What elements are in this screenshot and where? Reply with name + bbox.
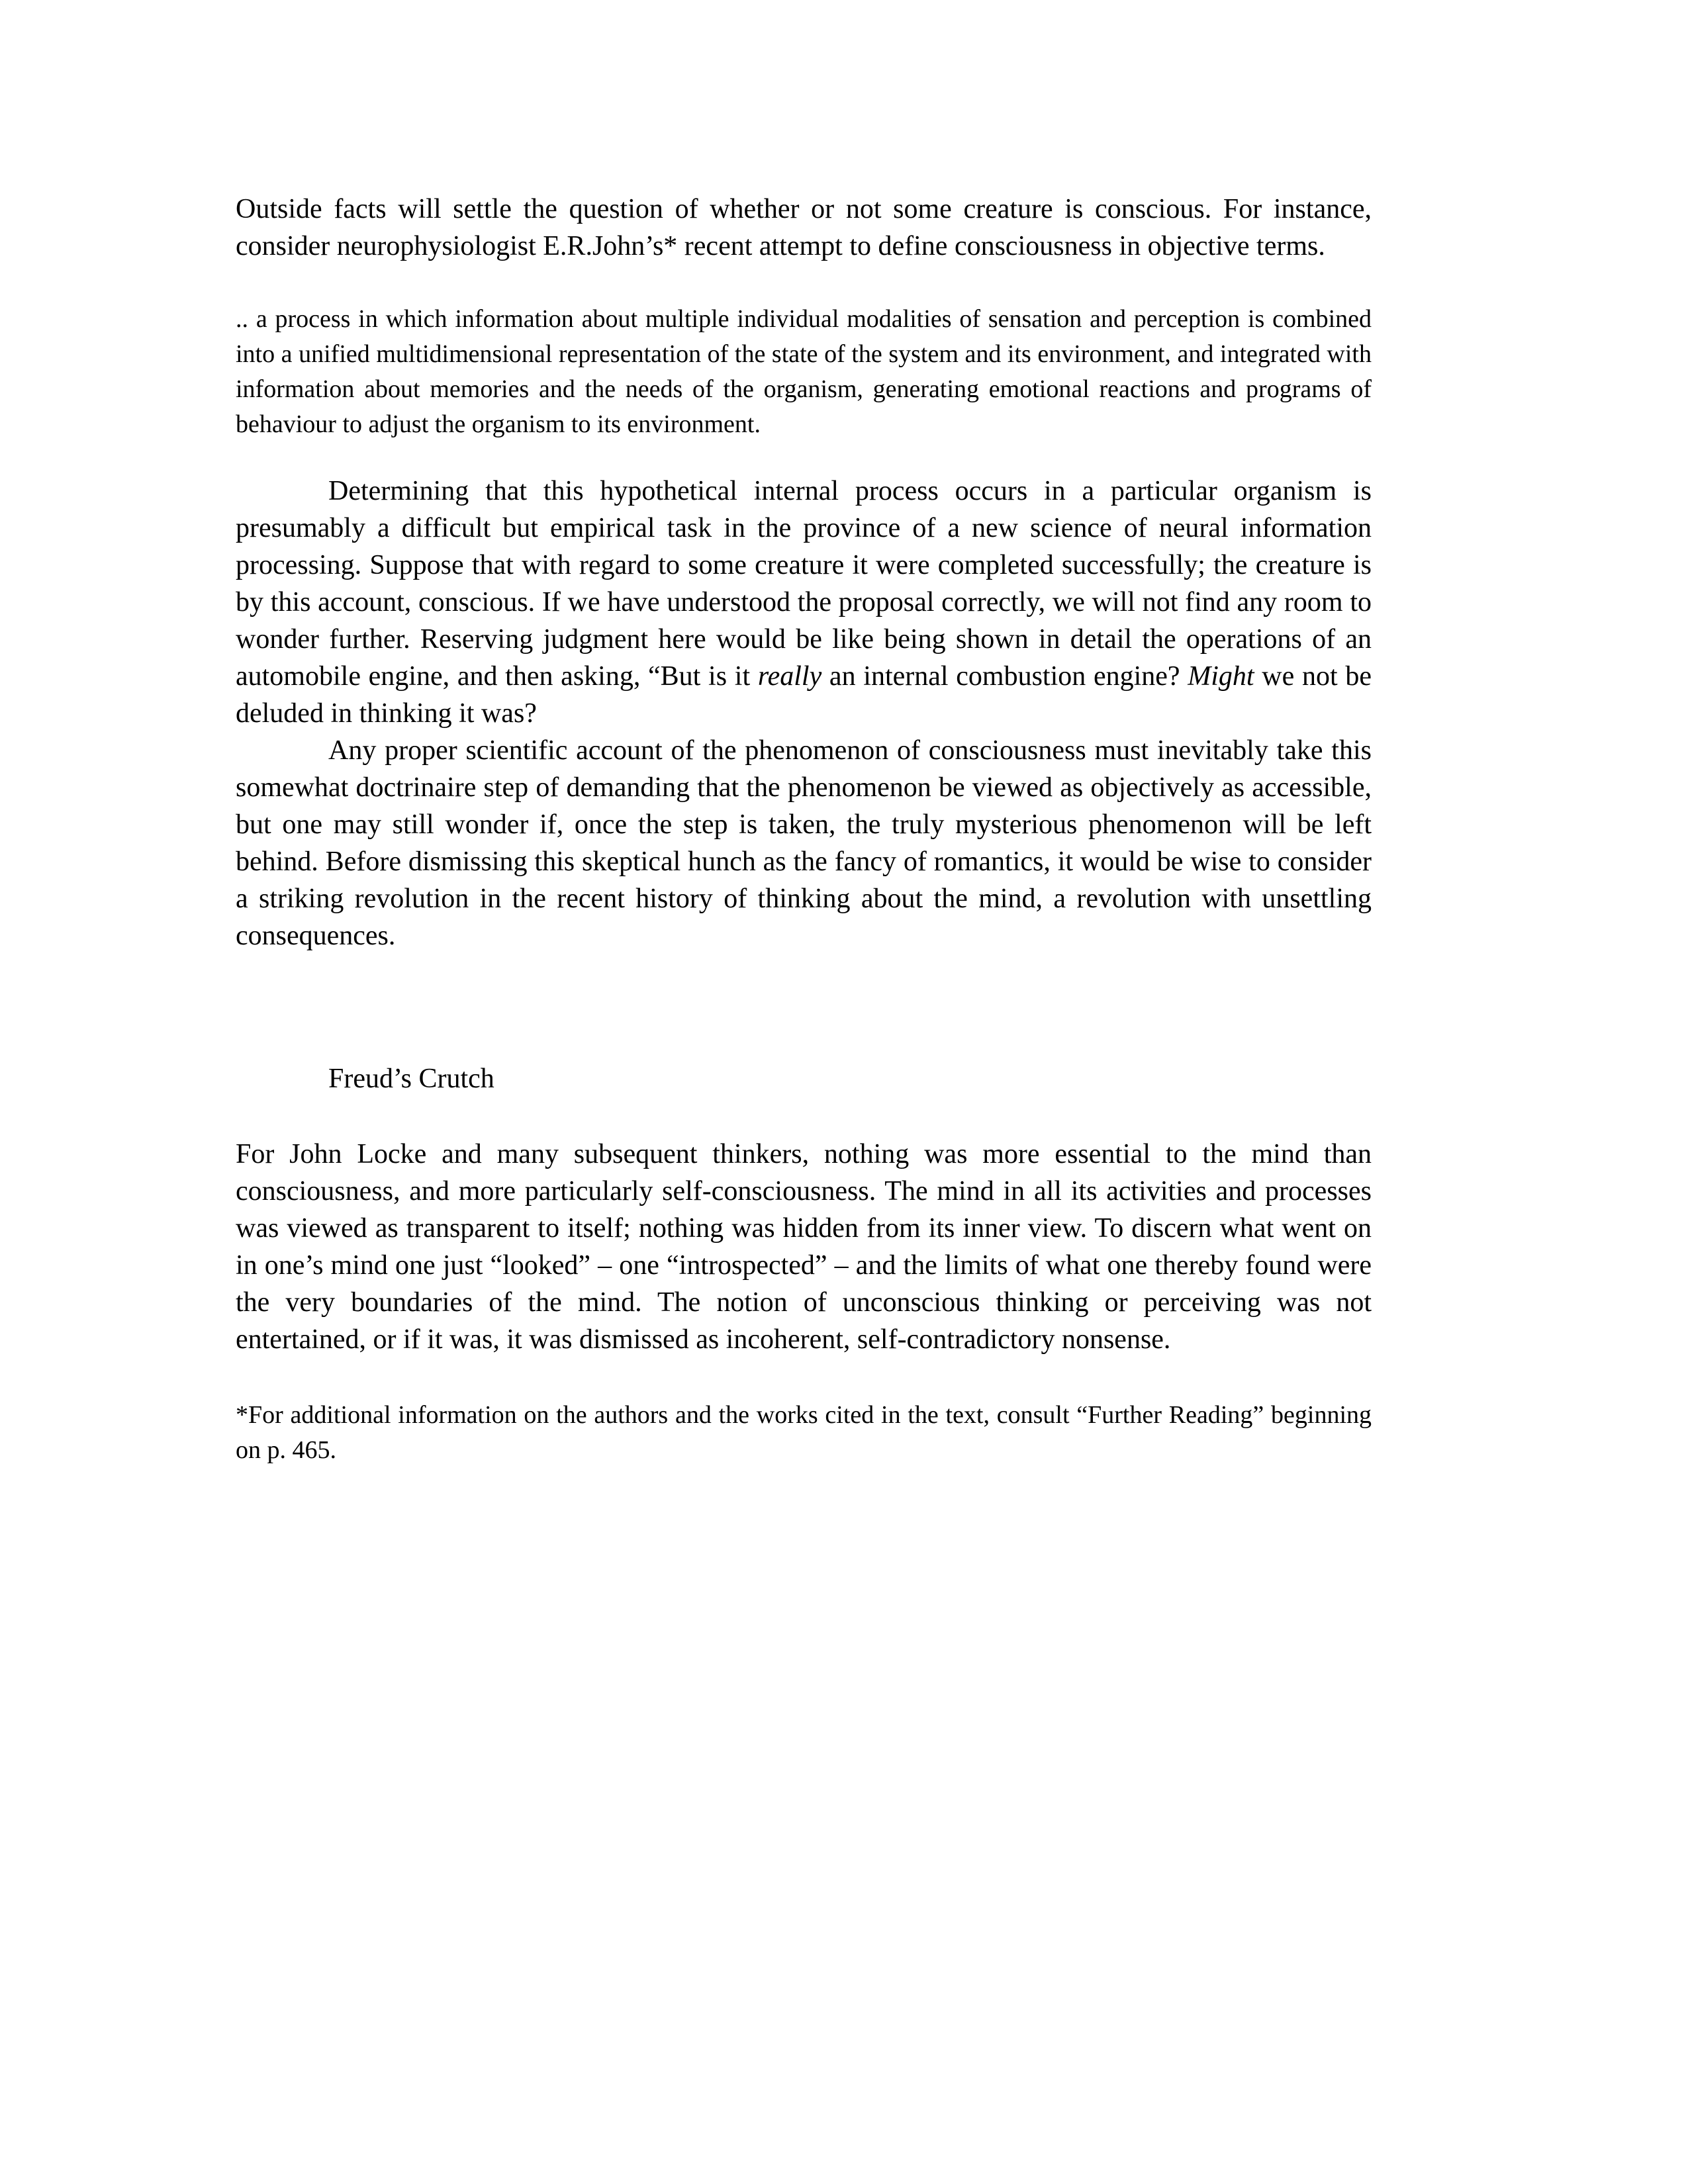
text-block [236, 191, 1372, 1468]
paragraph-text-3: we not be deluded in thinking it was? [236, 661, 1372, 729]
block-quote: .. a process in which information about multiple individual modalities of sensation and perception is combined into a unified multidimensional representation of the state of the system and its environment, and integrated with information about memories and the needs of the organism, generating emotional reactions and programs of behaviour to adjust the organism to its environment. [236, 305, 1372, 438]
section-heading: Freud’s Crutch [328, 1064, 494, 1094]
italic-word-might: Might [1188, 661, 1254, 692]
italic-word-really: really [757, 661, 822, 692]
paragraph-locke: For John Locke and many subsequent thinkers, nothing was more essential to the mind than consciousness, and more particularly self-consciousness. The mind in all its activities and processes was viewed as transparent to itself; nothing was hidden from its inner view. To discern what went on in one’s mind one just “looked” – one “introspected” – and the limits of what one thereby found were the very boundaries of the mind. The notion of unconscious thinking or perceiving was not entertained, or if it was, it was dismissed as incoherent, self-contradictory nonsense. [236, 1139, 1372, 1355]
footnote: *For additional information on the authors and the works cited in the text, consult “Further Reading” beginning on p. 465. [236, 1401, 1372, 1464]
intro-paragraph: Outside facts will settle the question of whether or not some creature is conscious. For instance, consider neurophysiologist E.R.John’s* recent attempt to define consciousness in objective terms. [236, 194, 1372, 261]
paragraph-text-2: an internal combustion engine? [821, 661, 1188, 692]
paragraph-text-1: Determining that this hypothetical internal process occurs in a particular organism is presumably a difficult but empirical task in the province of a new science of neural information processing. Suppose that with regard to some creature it were completed successfully; the creature is by this account, conscious. If we have understood the proposal correctly, we will not find any room to wonder further. Reserving judgment here would be like being shown in detail the operations of an automobile engine, and then asking, “But is it [236, 476, 1372, 692]
paragraph-any-proper: Any proper scientific account of the phenomenon of consciousness must inevitably take this somewhat doctrinaire step of demanding that the phenomenon be viewed as objectively as accessible, but one may still wonder if, once the step is taken, the truly mysterious phenomenon will be left behind. Before dismissing this skeptical hunch as the fancy of romantics, it would be wise to consider a striking revolution in the recent history of thinking about the mind, a revolution with unsettling consequences. [236, 735, 1372, 951]
paragraph-determining [236, 473, 1372, 732]
